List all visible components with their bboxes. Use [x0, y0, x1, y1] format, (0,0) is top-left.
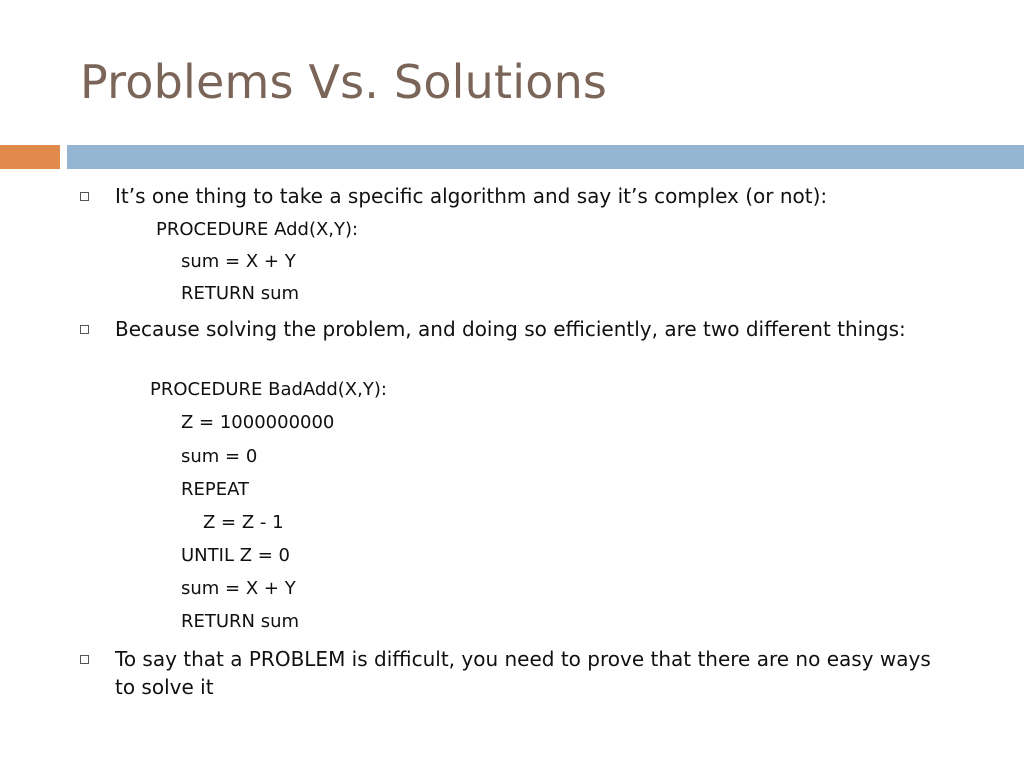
slide-title: Problems Vs. Solutions: [80, 55, 608, 109]
code-line: PROCEDURE BadAdd(X,Y):: [150, 379, 387, 400]
code-line: RETURN sum: [181, 611, 300, 632]
code-line: sum = 0: [181, 446, 258, 467]
square-bullet-icon: [80, 325, 89, 334]
code-line: REPEAT: [181, 479, 250, 500]
square-bullet-icon: [80, 192, 89, 201]
code-line: Z = Z - 1: [203, 512, 284, 533]
bullet-text: Because solving the problem, and doing so efficiently, are two different things:: [115, 317, 906, 341]
code-line: sum = X + Y: [181, 251, 296, 272]
code-line: sum = X + Y: [181, 578, 296, 599]
square-bullet-icon: [80, 655, 89, 664]
code-line: PROCEDURE Add(X,Y):: [156, 219, 359, 240]
bullet-text: It’s one thing to take a specific algorithm and say it’s complex (or not):: [115, 184, 828, 208]
bullet-text: To say that a PROBLEM is difficult, you need to prove that there are no easy ways to solve it: [115, 647, 931, 699]
code-line: Z = 1000000000: [181, 412, 335, 433]
code-line: UNTIL Z = 0: [181, 545, 291, 566]
code-line: RETURN sum: [181, 283, 300, 304]
